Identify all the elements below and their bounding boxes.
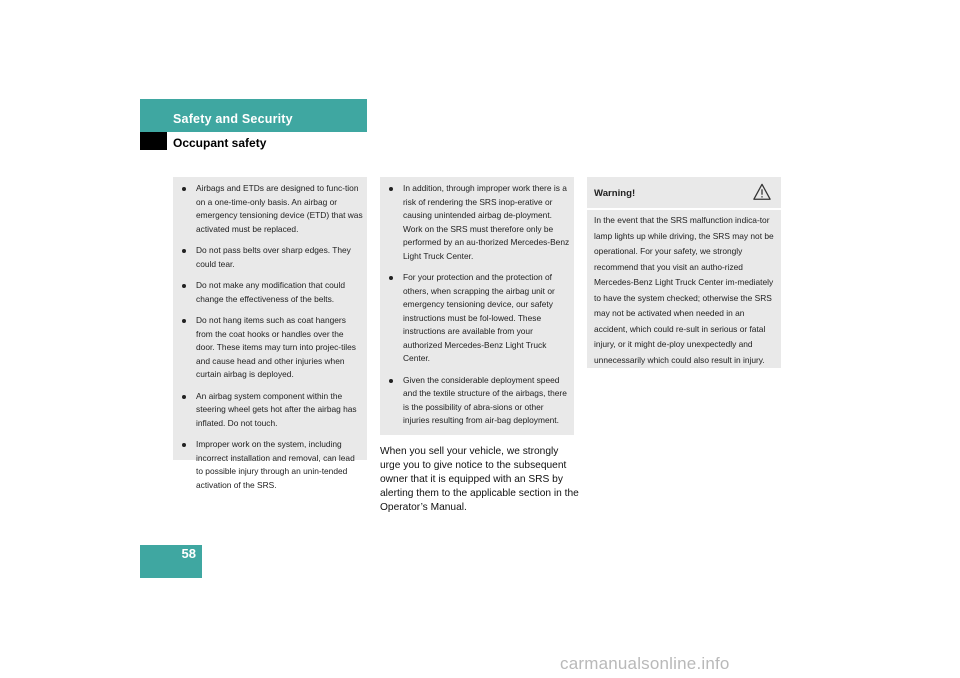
- subsection-title: Occupant safety: [173, 136, 267, 150]
- list-item: Given the considerable deployment speed and the textile structure of the airbags, there is the possibility of abra-sions or other injuries resulting from air-bag deployment.: [388, 374, 570, 428]
- bullet-icon: [182, 284, 186, 288]
- bullet-icon: [182, 395, 186, 399]
- watermark: carmanualsonline.info: [560, 654, 730, 673]
- bullet-icon: [389, 187, 393, 191]
- bullet-icon: [389, 276, 393, 280]
- subsection-marker: [140, 132, 167, 150]
- warning-text: In the event that the SRS malfunction indica-tor lamp lights up while driving, the SRS may not be operational. For your safety, we strongly recommend that you visit an autho-rized Mercedes-Benz Light Truck Center im-mediately to have the system checked; otherwise the SRS may not be activated when needed in an accident, which could re-sult in serious or fatal injury, or it might de-ploy unexpectedly and unnecessarily which could also result in injury.: [594, 215, 774, 365]
- warning-header: [587, 177, 781, 207]
- section-title: Safety and Security: [173, 112, 293, 126]
- bullet-list: [181, 182, 363, 500]
- bullet-icon: [389, 379, 393, 383]
- bullet-list: [388, 182, 570, 436]
- safety-notes-box-left: [173, 177, 367, 490]
- bullet-icon: [182, 249, 186, 253]
- warning-box: [587, 177, 781, 368]
- list-item: Airbags and ETDs are designed to func-tion on a one-time-only basis. An airbag or emergency tensioning device (ETD) that was activated must be replaced.: [181, 182, 363, 236]
- list-item: An airbag system component within the steering wheel gets hot after the airbag has inflated. Do not touch.: [181, 390, 363, 431]
- warning-triangle-icon: [753, 183, 771, 201]
- divider: [587, 208, 781, 210]
- list-item: In addition, through improper work there is a risk of rendering the SRS inop-erative or causing unintended airbag de-ployment. Work on the SRS must therefore only be performed by an au-thorized Mercedes-Benz Light Truck Center.: [388, 182, 570, 263]
- list-item: Do not hang items such as coat hangers from the coat hooks or handles over the door. These items may turn into projec-tiles and cause head and other injuries when curtain airbag is deployed.: [181, 314, 363, 382]
- list-item: For your protection and the protection of others, when scrapping the airbag unit or emergency tensioning device, our safety instructions must be fol-lowed. These instructions are available from your authorized Mercedes-Benz Light Truck Center.: [388, 271, 570, 366]
- bullet-icon: [182, 187, 186, 191]
- bullet-icon: [182, 443, 186, 447]
- bullet-icon: [182, 319, 186, 323]
- page-number: 58: [181, 546, 196, 561]
- body-paragraph: When you sell your vehicle, we strongly urge you to give notice to the subsequent owner that it is equipped with an SRS by alerting them to the applicable section in the Operator’s Manual.: [380, 446, 579, 513]
- list-item: Do not pass belts over sharp edges. They could tear.: [181, 244, 363, 271]
- list-item: Do not make any modification that could change the effectiveness of the belts.: [181, 279, 363, 306]
- warning-title: Warning!: [594, 188, 636, 199]
- list-item: Improper work on the system, including incorrect installation and removal, can lead to possible injury through an unin-tended activation of the SRS.: [181, 438, 363, 492]
- safety-notes-box-middle: [380, 177, 574, 435]
